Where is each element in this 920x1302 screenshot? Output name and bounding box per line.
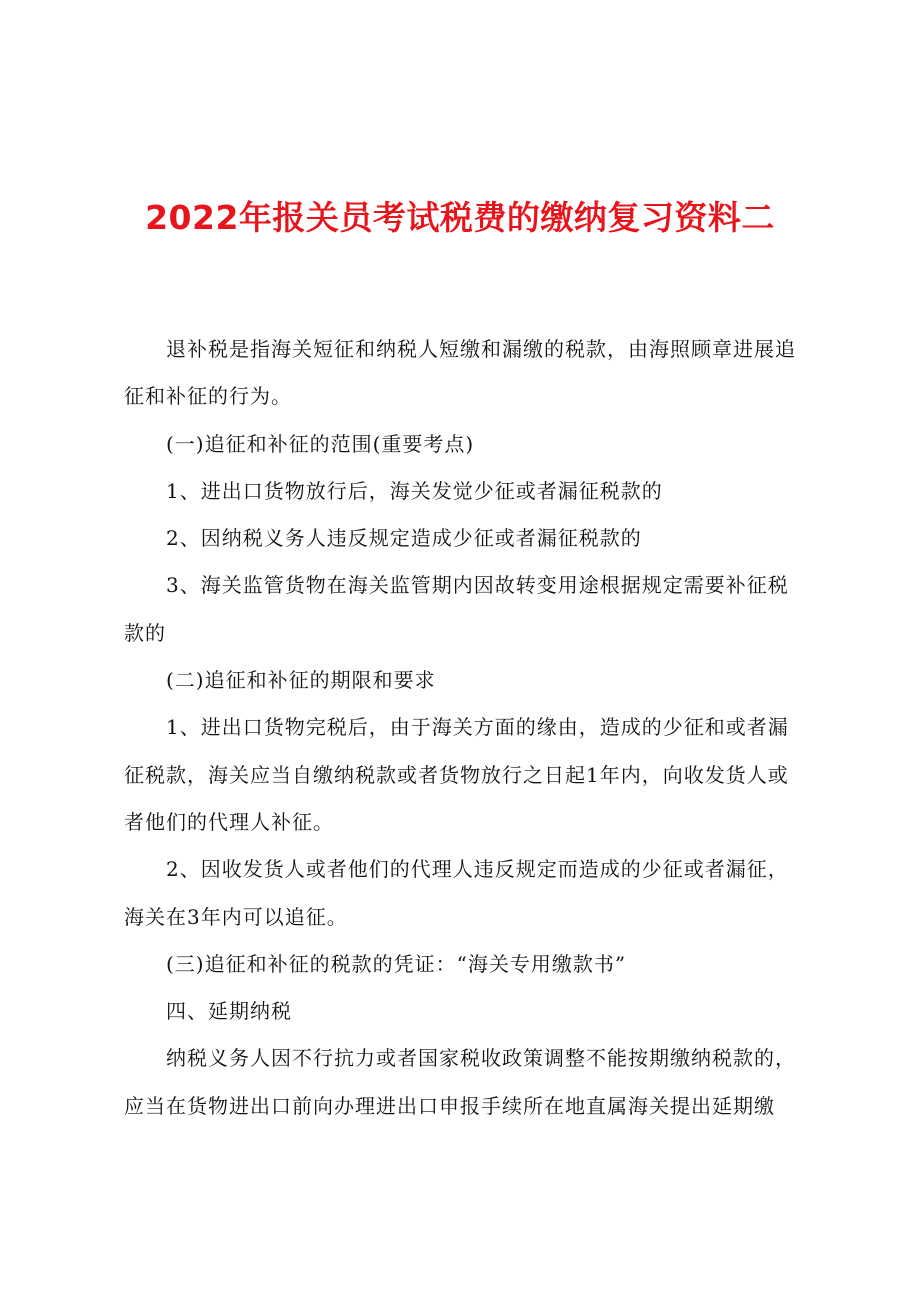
paragraph: 纳税义务人因不行抗力或者国家税收政策调整不能按期缴纳税款的，应当在货物进出口前向办理进出口申报手续所在地直属海关提出延期缴 [124, 1046, 796, 1118]
paragraph: 1、进出口货物完税后，由于海关方面的缘由，造成的少征和或者漏征税款，海关应当自缴纳税款或者货物放行之日起1年内，向收发货人或者他们的代理人补征。 [124, 715, 789, 834]
document-title: 2022年报关员考试税费的缴纳复习资料二 [145, 198, 775, 237]
paragraph: 四、延期纳税 [166, 999, 292, 1024]
paragraph: 2、因纳税义务人违反规定造成少征或者漏征税款的 [166, 526, 642, 551]
paragraph: (一)追征和补征的范围(重要考点) [166, 431, 475, 456]
paragraph: (三)追征和补征的税款的凭证：“海关专用缴款书” [166, 951, 627, 976]
document-body [124, 326, 800, 1130]
paragraph: 2、因收发货人或者他们的代理人违反规定而造成的少征或者漏征，海关在3年内可以追征。 [124, 857, 789, 929]
paragraph: (二)追征和补征的期限和要求 [166, 668, 436, 693]
paragraph: 1、进出口货物放行后，海关发觉少征或者漏征税款的 [166, 478, 663, 503]
paragraph: 3、海关监管货物在海关监管期内因故转变用途根据规定需要补征税款的 [124, 573, 789, 645]
paragraph: 退补税是指海关短征和纳税人短缴和漏缴的税款，由海照顾章进展追征和补征的行为。 [124, 337, 796, 409]
